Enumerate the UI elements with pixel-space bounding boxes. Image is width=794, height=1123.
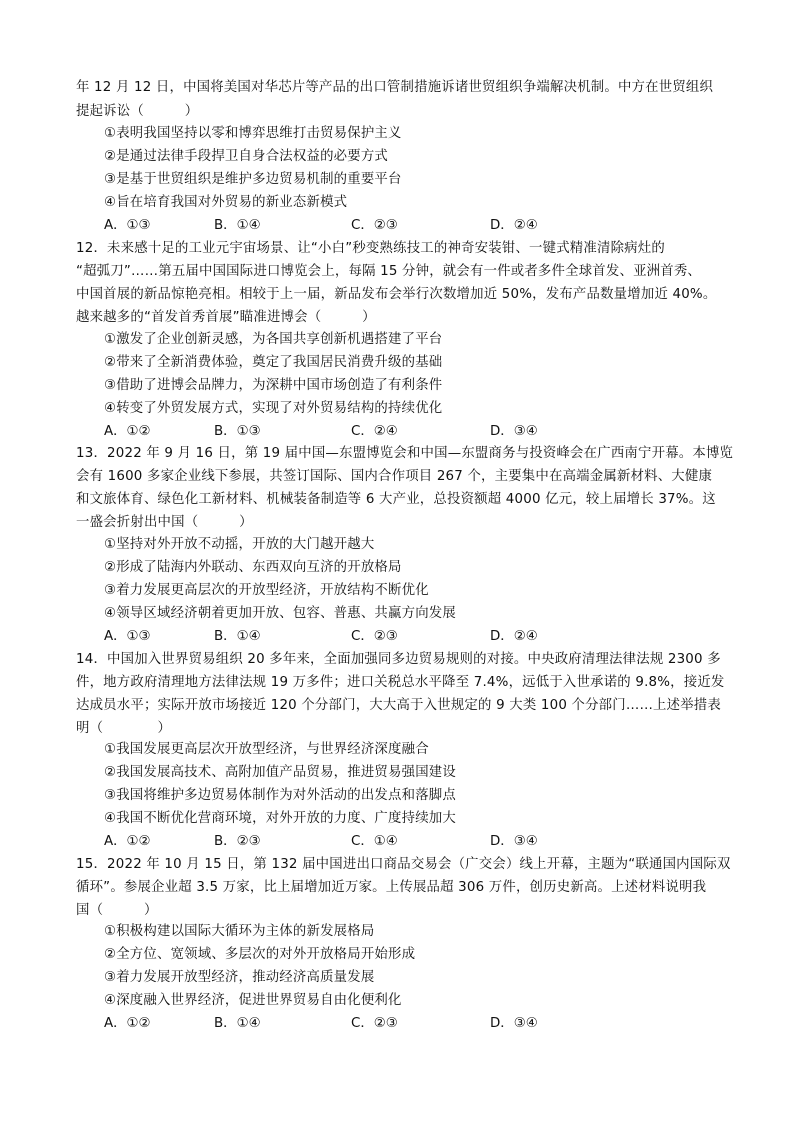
- choice-c: C．①④: [351, 834, 398, 849]
- statement-option: ④我国不断优化营商环境，对外开放的力度、广度持续加大: [104, 811, 456, 826]
- statement-option: ②我国发展高技术、高附加值产品贸易，推进贸易强国建设: [104, 765, 456, 780]
- choice-b: B．①④: [214, 629, 261, 644]
- statement-option: ④领导区域经济朝着更加开放、包容、普惠、共赢方向发展: [104, 606, 456, 621]
- question-stem-line: 和文旅体育、绿色化工新材料、机械装备制造等 6 大产业，总投资额超 4000 亿元，较上届增长 37%。这: [76, 492, 716, 507]
- statement-option: ②是通过法律手段捍卫自身合法权益的必要方式: [104, 149, 389, 164]
- question-stem-line: 13．2022 年 9 月 16 日，第 19 届中国—东盟博览会和中国—东盟商务与投资峰会在广西南宁开幕。本博览: [76, 446, 734, 461]
- question-stem-line: 14．中国加入世界贸易组织 20 多年来，全面加强同多边贸易规则的对接。中央政府清理法律法规 2300 多: [76, 652, 721, 667]
- choice-a: A．①②: [104, 834, 151, 849]
- question-stem-line: 件，地方政府清理地方法律法规 19 万多件；进口关税总水平降至 7.4%，远低于入世承诺的 9.8%，接近发: [76, 675, 725, 690]
- statement-option: ①表明我国坚持以零和博弈思维打击贸易保护主义: [104, 126, 402, 141]
- choice-b: B．②③: [214, 834, 261, 849]
- statement-option: ③借助了进博会品牌力，为深耕中国市场创造了有利条件: [104, 378, 443, 393]
- choice-a: A．①②: [104, 1016, 151, 1031]
- statement-option: ①坚持对外开放不动摇，开放的大门越开越大: [104, 537, 375, 552]
- choice-b: B．①③: [214, 424, 261, 439]
- question-stem-line: 明（ ）: [76, 721, 172, 736]
- choice-c: C．②③: [351, 1016, 398, 1031]
- question-stem-line: 会有 1600 多家企业线下参展，共签订国际、国内合作项目 267 个，主要集中在高端金属新材料、大健康: [76, 469, 713, 484]
- statement-option: ④转变了外贸发展方式，实现了对外贸易结构的持续优化: [104, 401, 443, 416]
- question-stem-line: 一盛会折射出中国（ ）: [76, 515, 253, 530]
- statement-option: ①我国发展更高层次开放型经济，与世界经济深度融合: [104, 742, 429, 757]
- statement-option: ③着力发展开放型经济，推动经济高质量发展: [104, 970, 375, 985]
- choice-c: C．②③: [351, 218, 398, 233]
- choice-b: B．①④: [214, 218, 261, 233]
- statement-option: ①激发了企业创新灵感，为各国共享创新机遇搭建了平台: [104, 332, 443, 347]
- statement-option: ④深度融入世界经济，促进世界贸易自由化便利化: [104, 993, 402, 1008]
- question-stem-line: 12．未来感十足的工业元宇宙场景、让“小白”秒变熟练技工的神奇安装钳、一键式精准清除病灶的: [76, 241, 665, 256]
- choice-c: C．②③: [351, 629, 398, 644]
- question-stem-line: 达成员水平；实际开放市场接近 120 个分部门，大大高于入世规定的 9 大类 100 个分部门……上述举措表: [76, 698, 721, 713]
- statement-option: ②带来了全新消费体验，奠定了我国居民消费升级的基础: [104, 355, 443, 370]
- choice-d: D．③④: [490, 424, 538, 439]
- choice-a: A．①③: [104, 218, 151, 233]
- statement-option: ④旨在培育我国对外贸易的新业态新模式: [104, 195, 348, 210]
- statement-option: ③我国将维护多边贸易体制作为对外活动的出发点和落脚点: [104, 788, 456, 803]
- statement-option: ③是基于世贸组织是维护多边贸易机制的重要平台: [104, 172, 402, 187]
- question-stem-line: 国（ ）: [76, 903, 158, 918]
- question-stem-line: 15．2022 年 10 月 15 日，第 132 届中国进出口商品交易会（广交会）线上开幕，主题为“联通国内国际双: [76, 857, 731, 872]
- statement-option: ③着力发展更高层次的开放型经济，开放结构不断优化: [104, 583, 429, 598]
- question-stem-line: 中国首展的新品惊艳亮相。相较于上一届，新品发布会举行次数增加近 50%，发布产品数量增加近 40%。: [76, 287, 717, 302]
- question-stem-line: “超弧刀”……第五届中国国际进口博览会上，每隔 15 分钟，就会有一件或者多件全球首发、亚洲首秀、: [76, 264, 702, 279]
- statement-option: ②形成了陆海内外联动、东西双向互济的开放格局: [104, 560, 402, 575]
- choice-a: A．①③: [104, 629, 151, 644]
- statement-option: ②全方位、宽领域、多层次的对外开放格局开始形成: [104, 947, 416, 962]
- question-stem-line: 年 12 月 12 日，中国将美国对华芯片等产品的出口管制措施诉诸世贸组织争端解决机制。中方在世贸组织: [76, 80, 714, 95]
- choice-a: A．①②: [104, 424, 151, 439]
- choice-d: D．③④: [490, 1016, 538, 1031]
- question-stem-line: 循环”。参展企业超 3.5 万家，比上届增加近万家。上传展品超 306 万件，创历史新高。上述材料说明我: [76, 880, 707, 895]
- question-stem-line: 越来越多的“首发首秀首展”瞄准进博会（ ）: [76, 310, 376, 325]
- choice-d: D．②④: [490, 218, 538, 233]
- choice-b: B．①④: [214, 1016, 261, 1031]
- statement-option: ①积极构建以国际大循环为主体的新发展格局: [104, 924, 375, 939]
- choice-d: D．②④: [490, 629, 538, 644]
- choice-c: C．②④: [351, 424, 398, 439]
- question-stem-line: 提起诉讼（ ）: [76, 104, 199, 119]
- choice-d: D．③④: [490, 834, 538, 849]
